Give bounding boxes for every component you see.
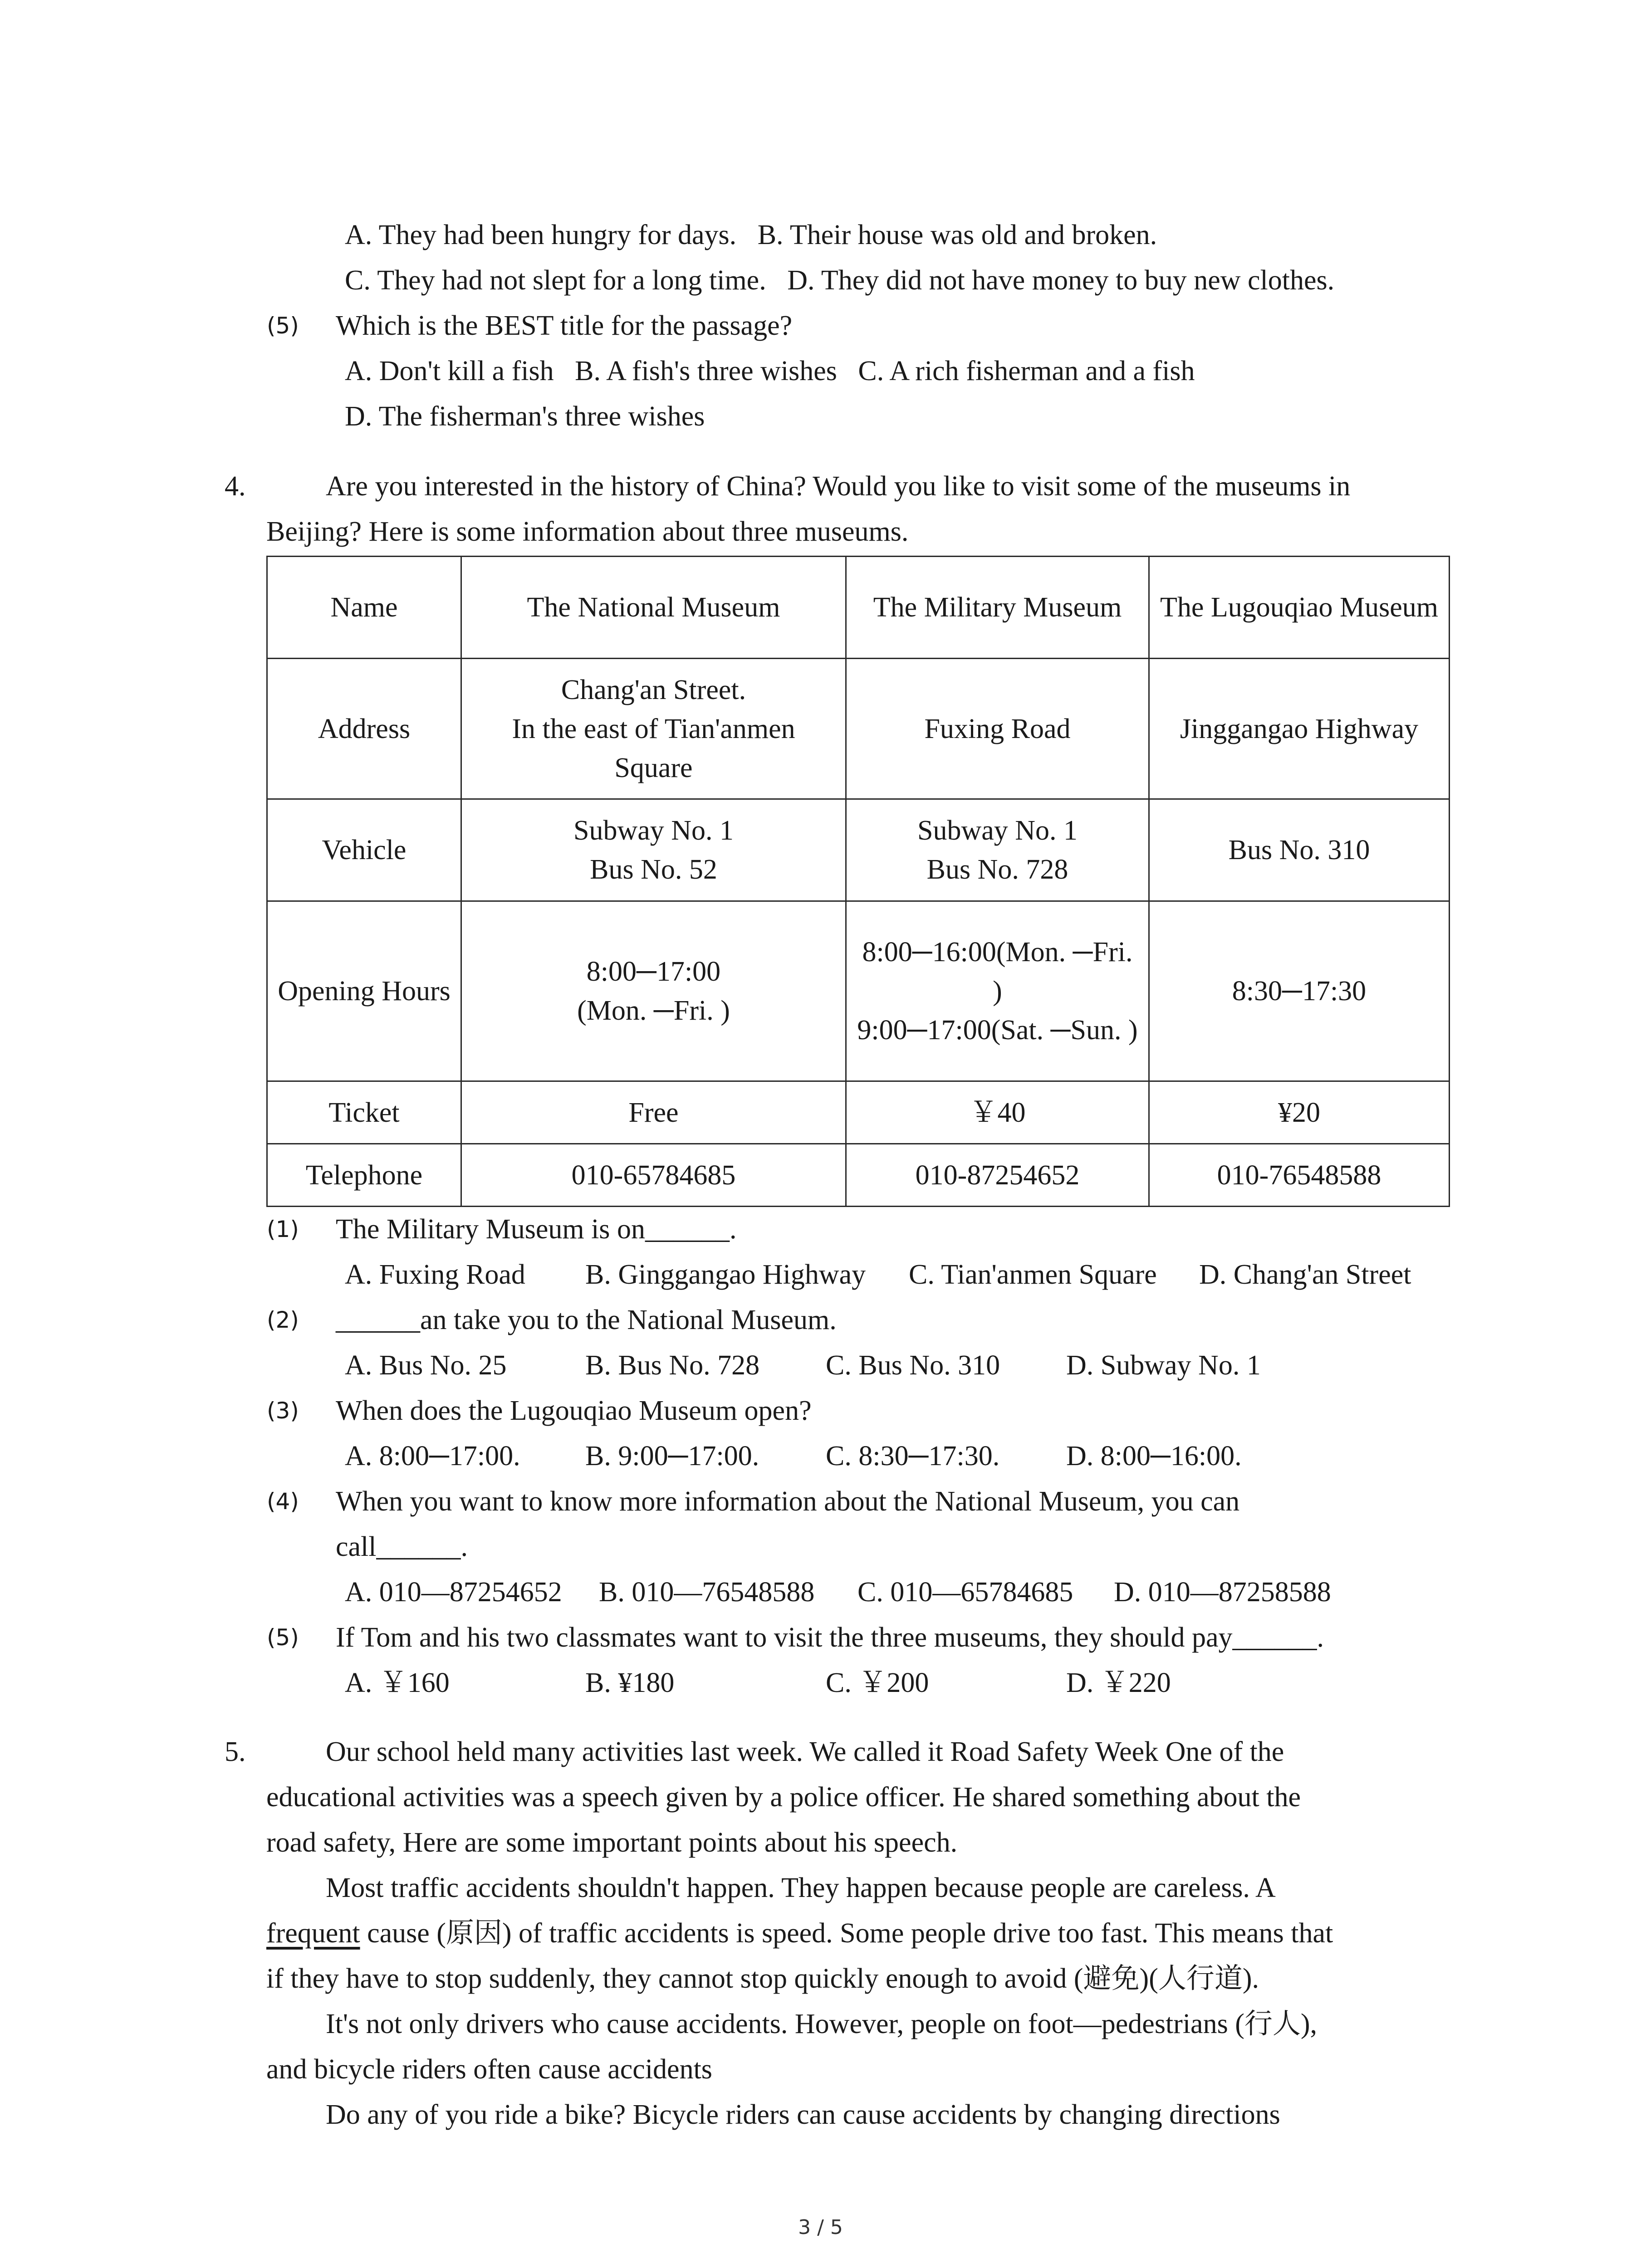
table-row: [267, 659, 1450, 799]
table-cell: Subway No. 1 Bus No. 52: [461, 799, 846, 901]
underlined-word: frequent: [266, 1918, 360, 1949]
section-number: 4.: [225, 471, 246, 502]
paragraph-text: cause (原因) of traffic accidents is speed. Some people drive too fast. This means that: [360, 1918, 1333, 1949]
table-cell: Subway No. 1 Bus No. 728: [846, 799, 1149, 901]
table-cell: Ticket: [267, 1081, 461, 1144]
table-cell: ￥40: [846, 1081, 1149, 1144]
option-d: D. They did not have money to buy new clothes.: [787, 265, 1335, 296]
option-b: B. ¥180: [585, 1667, 675, 1698]
question-number: (3): [267, 1398, 299, 1424]
q4-5-options: [345, 1660, 1171, 1706]
option-a: A. 8:00─17:00.: [345, 1441, 520, 1471]
table-cell: 8:30─17:30: [1149, 901, 1450, 1081]
table-cell: 8:00─17:00 (Mon. ─Fri. ): [461, 901, 846, 1081]
question-text: When does the Lugouqiao Museum open?: [336, 1395, 812, 1426]
option-d: D. Subway No. 1: [1066, 1350, 1261, 1381]
option-a: A. 010—87254652: [345, 1577, 562, 1608]
option-b: B. 010—76548588: [599, 1577, 815, 1608]
paragraph-line: and bicycle riders often cause accidents: [266, 2054, 712, 2085]
table-cell: Jinggangao Highway: [1149, 659, 1450, 799]
option-c: C. They had not slept for a long time.: [345, 265, 766, 296]
table-cell: 010-87254652: [846, 1144, 1149, 1207]
section4-intro-line1: Are you interested in the history of China? Would you like to visit some of the museums in: [326, 471, 1351, 502]
q3-4-options-row1: [345, 212, 1157, 258]
table-row: [267, 557, 1450, 659]
paragraph-line: if they have to stop suddenly, they cannot stop quickly enough to avoid (避免)(人行道).: [266, 1963, 1259, 1994]
question-text-cont: call______.: [336, 1531, 468, 1562]
table-cell: Telephone: [267, 1144, 461, 1207]
paragraph-line: [266, 1911, 1333, 1956]
question-number: (1): [267, 1216, 299, 1242]
table-cell: Chang'an Street. In the east of Tian'anmen Square: [461, 659, 846, 799]
option-d: D. 010—87258588: [1114, 1577, 1331, 1608]
option-c: C. Tian'anmen Square: [909, 1259, 1157, 1290]
question-text: Which is the BEST title for the passage?: [336, 310, 793, 341]
question-number: (5): [267, 1624, 299, 1651]
table-cell: Name: [267, 557, 461, 659]
paragraph-line: Do any of you ride a bike? Bicycle riders can cause accidents by changing directions: [326, 2099, 1280, 2130]
paragraph-line: It's not only drivers who cause accidents. However, people on foot—pedestrians (行人),: [326, 2009, 1317, 2039]
table-cell: The National Museum: [461, 557, 846, 659]
q3-4-options-row2: [345, 258, 1334, 303]
option-b: B. Their house was old and broken.: [757, 220, 1157, 250]
option-a: A. ￥160: [345, 1667, 450, 1698]
table-cell: Address: [267, 659, 461, 799]
paragraph-line: Our school held many activities last week. We called it Road Safety Week One of the: [326, 1736, 1284, 1767]
table-cell: Vehicle: [267, 799, 461, 901]
option-b: B. A fish's three wishes: [575, 356, 837, 386]
option-a: A. Fuxing Road: [345, 1259, 525, 1290]
option-d: D. ￥220: [1066, 1667, 1171, 1698]
question-text: If Tom and his two classmates want to visit the three museums, they should pay______.: [336, 1622, 1324, 1653]
q4-3-options: [345, 1433, 1242, 1479]
q4-1-options: [345, 1252, 1411, 1297]
q3-5-options-row2: [345, 394, 705, 439]
question-text: ______an take you to the National Museum.: [336, 1305, 837, 1335]
table-cell: ¥20: [1149, 1081, 1450, 1144]
museum-info-table: [266, 556, 1450, 1207]
table-cell: The Lugouqiao Museum: [1149, 557, 1450, 659]
table-cell: The Military Museum: [846, 557, 1149, 659]
table-cell: Fuxing Road: [846, 659, 1149, 799]
table-row: [267, 799, 1450, 901]
option-d: D. 8:00─16:00.: [1066, 1441, 1242, 1471]
question-number: (4): [267, 1488, 299, 1515]
option-c: C. ￥200: [826, 1667, 929, 1698]
paragraph-line: Most traffic accidents shouldn't happen. They happen because people are careless. A: [326, 1872, 1276, 1903]
question-number: (2): [267, 1307, 299, 1333]
table-cell: 010-76548588: [1149, 1144, 1450, 1207]
table-cell: 010-65784685: [461, 1144, 846, 1207]
option-c: C. A rich fisherman and a fish: [858, 356, 1195, 386]
option-c: C. Bus No. 310: [826, 1350, 1000, 1381]
option-b: B. 9:00─17:00.: [585, 1441, 759, 1471]
table-cell: Free: [461, 1081, 846, 1144]
q4-4-options: [345, 1569, 1331, 1615]
option-c: C. 010—65784685: [857, 1577, 1073, 1608]
page-number: 3 / 5: [798, 2216, 843, 2239]
paragraph-line: road safety, Here are some important points about his speech.: [266, 1827, 958, 1858]
table-row: [267, 1081, 1450, 1144]
option-d: D. Chang'an Street: [1199, 1259, 1411, 1290]
table-cell: 8:00─16:00(Mon. ─Fri. ) 9:00─17:00(Sat. ─Sun. ): [846, 901, 1149, 1081]
option-b: B. Ginggangao Highway: [585, 1259, 866, 1290]
table-row: [267, 901, 1450, 1081]
option-a: A. They had been hungry for days.: [345, 220, 737, 250]
question-text: The Military Museum is on______.: [336, 1214, 737, 1245]
paragraph-line: educational activities was a speech given by a police officer. He shared something about the: [266, 1782, 1301, 1813]
table-cell: Bus No. 310: [1149, 799, 1450, 901]
question-text: When you want to know more information about the National Museum, you can: [336, 1486, 1240, 1517]
q4-2-options: [345, 1343, 1261, 1388]
q3-5-options-row1: [345, 348, 1195, 394]
option-d: D. The fisherman's three wishes: [345, 401, 705, 432]
option-a: A. Bus No. 25: [345, 1350, 507, 1381]
option-c: C. 8:30─17:30.: [826, 1441, 1000, 1471]
option-b: B. Bus No. 728: [585, 1350, 760, 1381]
section-number: 5.: [225, 1736, 246, 1767]
table-cell: Opening Hours: [267, 901, 461, 1081]
question-number: (5): [267, 313, 299, 339]
table-row: [267, 1144, 1450, 1207]
section4-intro-line2: Beijing? Here is some information about three museums.: [266, 516, 909, 547]
option-a: A. Don't kill a fish: [345, 356, 554, 386]
